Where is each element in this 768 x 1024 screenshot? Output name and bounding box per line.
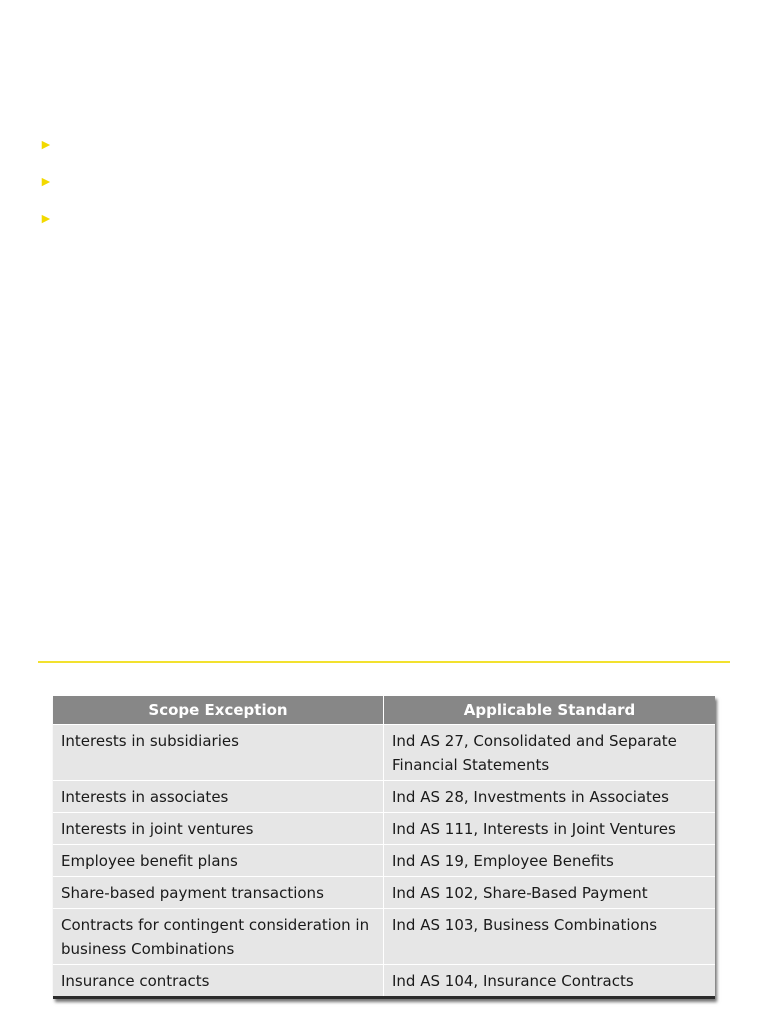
table-row [53, 877, 715, 909]
cell-applicable-standard: Ind AS 28, Investments in Associates [384, 781, 716, 813]
table-row [53, 781, 715, 813]
cell-applicable-standard: Ind AS 19, Employee Benefits [384, 845, 716, 877]
cell-applicable-standard: Ind AS 111, Interests in Joint Ventures [384, 813, 716, 845]
table-row [53, 909, 715, 965]
bullet-item [39, 169, 55, 206]
bullet-list [39, 132, 55, 243]
triangle-right-icon: ► [39, 210, 53, 226]
triangle-right-icon: ► [39, 136, 53, 152]
triangle-right-icon: ► [39, 173, 53, 189]
bullet-item [39, 132, 55, 169]
cell-applicable-standard: Ind AS 103, Business Combinations [384, 909, 716, 965]
cell-scope-exception: Interests in joint ventures [53, 813, 384, 845]
cell-scope-exception: Insurance contracts [53, 965, 384, 998]
scope-exception-table [53, 696, 715, 999]
cell-scope-exception: Interests in associates [53, 781, 384, 813]
table-row [53, 725, 715, 781]
cell-applicable-standard: Ind AS 102, Share-Based Payment [384, 877, 716, 909]
cell-scope-exception: Contracts for contingent consideration in business Combinations [53, 909, 384, 965]
table-row [53, 845, 715, 877]
cell-applicable-standard: Ind AS 104, Insurance Contracts [384, 965, 716, 998]
header-scope-exception: Scope Exception [53, 696, 384, 725]
cell-scope-exception: Share-based payment transactions [53, 877, 384, 909]
divider-line [38, 661, 730, 663]
table-row [53, 965, 715, 998]
cell-applicable-standard: Ind AS 27, Consolidated and Separate Financial Statements [384, 725, 716, 781]
cell-scope-exception: Employee benefit plans [53, 845, 384, 877]
cell-scope-exception: Interests in subsidiaries [53, 725, 384, 781]
table-header-row [53, 696, 715, 725]
bullet-item [39, 206, 55, 243]
table-row [53, 813, 715, 845]
header-applicable-standard: Applicable Standard [384, 696, 716, 725]
